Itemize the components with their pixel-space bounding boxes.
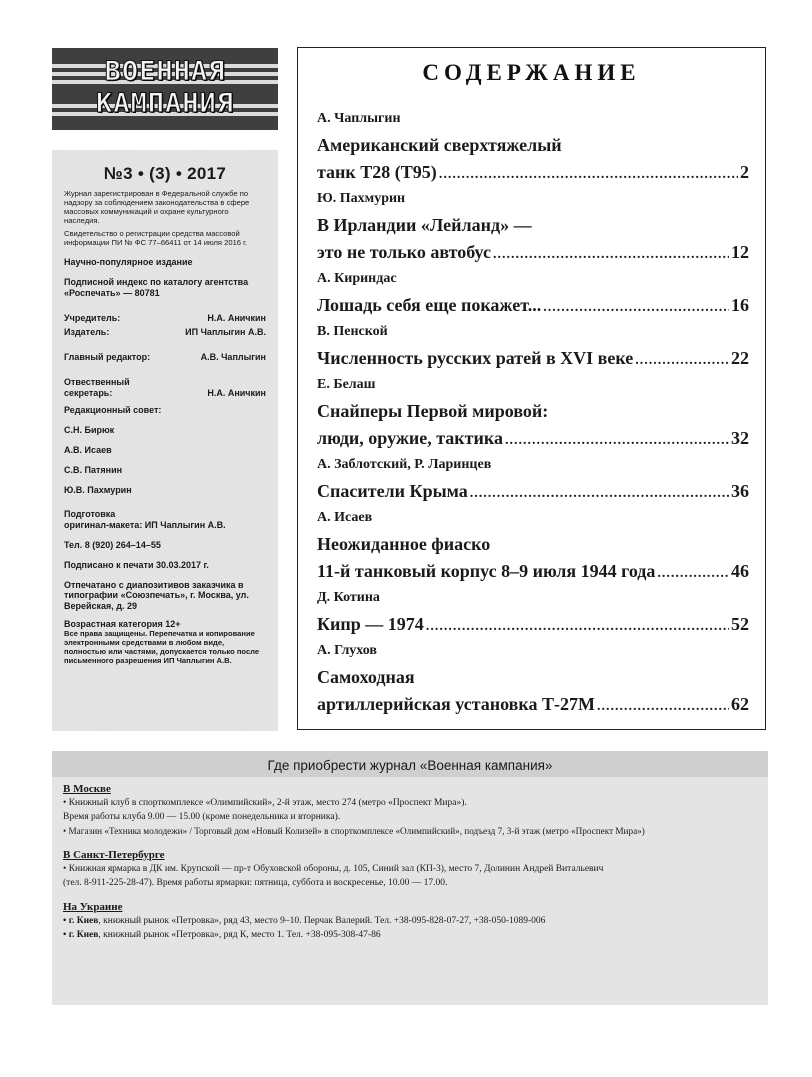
magazine-logo: [52, 48, 278, 130]
toc-title: Спасители Крыма: [317, 481, 468, 501]
publisher-row: [64, 327, 266, 338]
where-to-buy-panel: [52, 751, 768, 1005]
editor-value: А.В. Чаплыгин: [200, 352, 266, 363]
layout-value: оригинал-макета: ИП Чаплыгин А.В.: [64, 520, 226, 531]
phone-text: Тел. 8 (920) 264–14–55: [64, 540, 161, 551]
toc-entry[interactable]: [317, 585, 749, 638]
publisher-label: Издатель:: [64, 327, 110, 338]
toc-title-line: [317, 292, 749, 319]
store-line: • Книжный клуб в спорткомплексе «Олимпийский», 2-й этаж, место 274 (метро «Проспект Мира»).: [63, 798, 467, 808]
toc-entry[interactable]: [317, 638, 749, 718]
store-city: • г. Киев: [63, 916, 99, 926]
toc-author: Д. Котина: [317, 590, 380, 605]
toc-title-line: [317, 239, 749, 266]
layout-label: Подготовка: [64, 509, 116, 520]
board-member: А.В. Исаев: [64, 445, 112, 456]
toc-leader-dots: [543, 294, 729, 321]
store-address: , книжный рынок «Петровка», ряд К, место 1. Тел. +38-095-308-47-86: [98, 930, 381, 940]
board-member: С.В. Патянин: [64, 464, 123, 475]
where-to-buy-title: Где приобрести журнал «Военная кампания»: [52, 751, 768, 777]
toc-page: 12: [731, 242, 749, 262]
store-line: • Магазин «Техника молодежи» / Торговый дом «Новый Колизей» в спорткомплексе «Олимпийский», подъезд 7, 3-й этаж (метро «Проспект Мира»): [63, 826, 645, 836]
toc-title-line: [317, 345, 749, 372]
toc-leader-dots: [597, 693, 729, 720]
store-line: [63, 914, 757, 928]
toc-entry[interactable]: [317, 372, 749, 452]
toc-title: люди, оружие, тактика: [317, 428, 503, 448]
issue-number: №3 • (3) • 2017: [103, 164, 227, 183]
toc-leader-dots: [657, 560, 729, 587]
toc-leader-dots: [505, 427, 729, 454]
registration-text: Журнал зарегистрирован в Федеральной службе по надзору за соблюдением законодательства в сфере массовых коммуникаций и охране культурного наследия.: [64, 189, 250, 226]
board-label: Редакционный совет:: [64, 405, 162, 416]
city-heading-ukraine: На Украине: [63, 901, 123, 913]
toc-author: А. Исаев: [317, 510, 373, 525]
store-city: • г. Киев: [63, 930, 99, 940]
toc-title-line: Неожиданное фиаско: [317, 534, 491, 554]
city-heading-spb: В Санкт-Петербурге: [63, 849, 165, 861]
board-member: С.Н. Бирюк: [64, 425, 115, 436]
toc-title: 11-й танковый корпус 8–9 июля 1944 года: [317, 561, 656, 581]
toc-title: Лошадь себя еще покажет...: [317, 295, 542, 315]
rights-text: Все права защищены. Перепечатка и копирование электронными средствами в любом виде, полностью или частями, допускается только после письменного разрешения ИП Чаплыгин А.В.: [64, 628, 260, 665]
toc-title-line: [317, 611, 749, 638]
toc-entry[interactable]: [317, 186, 749, 266]
toc-leader-dots: [470, 480, 729, 507]
age-text: Возрастная категория 12+: [64, 619, 181, 630]
founder-value: Н.А. Аничкин: [207, 312, 266, 323]
toc-title-line: В Ирландии «Лейланд» —: [317, 215, 532, 235]
toc-page: 2: [740, 162, 749, 182]
secretary-row: [64, 388, 266, 399]
toc-title-line: [317, 691, 749, 718]
certificate-text: Свидетельство о регистрации средства массовой информации ПИ № ФС 77–66411 от 14 июля 2016 г.: [64, 229, 248, 248]
toc-title: Численность русских ратей в XVI веке: [317, 348, 634, 368]
toc-author: В. Пенской: [317, 324, 388, 339]
logo-word-2: КАМПАНИЯ: [95, 88, 235, 119]
founder-label: Учредитель:: [64, 312, 121, 323]
toc-author: А. Глухов: [317, 643, 377, 658]
printed-text: Отпечатано с диапозитивов заказчика в типографии «Союзпечать», г. Москва, ул. Верейская, д. 29: [64, 579, 249, 612]
editor-row: [64, 352, 266, 363]
subscription-text: Подписной индекс по каталогу агентства «Роспечать» — 80781: [64, 276, 249, 298]
store-address: , книжный рынок «Петровка», ряд 43, место 9–10. Перчак Валерий. Тел. +38-095-828-07-27, +38-050-1089-006: [98, 916, 546, 926]
toc-entry[interactable]: [317, 319, 749, 372]
toc-page: 52: [731, 614, 749, 634]
toc-title: танк Т28 (Т95): [317, 162, 437, 182]
toc-page: 16: [731, 295, 749, 315]
publisher-value: ИП Чаплыгин А.В.: [185, 327, 266, 338]
secretary-label-2: секретарь:: [64, 387, 113, 398]
store-line: [63, 928, 757, 942]
toc-leader-dots: [493, 241, 729, 268]
contents-list: [317, 106, 749, 718]
toc-author: А. Чаплыгин: [317, 111, 401, 126]
toc-author: Ю. Пахмурин: [317, 191, 406, 206]
signed-text: Подписано к печати 30.03.2017 г.: [64, 559, 209, 570]
toc-page: 32: [731, 428, 749, 448]
toc-author: А. Заблотский, Р. Ларинцев: [317, 457, 492, 472]
toc-entry[interactable]: [317, 505, 749, 585]
toc-title-line: [317, 425, 749, 452]
toc-title: артиллерийская установка Т-27М: [317, 694, 595, 714]
imprint-panel: [52, 150, 278, 731]
toc-author: Е. Белаш: [317, 377, 376, 392]
founder-row: [64, 313, 266, 324]
toc-entry[interactable]: [317, 106, 749, 186]
logo-word-1: ВОЕННАЯ: [104, 56, 226, 87]
toc-leader-dots: [426, 613, 729, 640]
secretary-value: Н.А. Аничкин: [207, 387, 266, 398]
toc-title-line: [317, 478, 749, 505]
toc-leader-dots: [439, 161, 738, 188]
toc-title-line: [317, 558, 749, 585]
editor-label: Главный редактор:: [64, 352, 151, 363]
store-line: • Книжная ярмарка в ДК им. Крупской — пр-т Обуховской обороны, д. 105, Синий зал (КП-3), место 7, Долинин Андрей Витальевич: [63, 864, 604, 874]
toc-title-line: [317, 159, 749, 186]
city-heading-moscow: В Москве: [63, 783, 111, 795]
toc-title: Кипр — 1974: [317, 614, 424, 634]
toc-title-line: Самоходная: [317, 667, 415, 687]
secretary-label-1: Отвественный: [64, 376, 130, 387]
store-line: (тел. 8-911-225-28-47). Время работы ярмарки: пятница, суббота и воскресенье, 10.00 — 17.00.: [63, 878, 448, 888]
toc-entry[interactable]: [317, 452, 749, 505]
toc-page: 46: [731, 561, 749, 581]
toc-title-line: Американский сверхтяжелый: [317, 135, 562, 155]
store-line: Время работы клуба 9.00 — 15.00 (кроме понедельника и вторника).: [63, 812, 341, 822]
contents-title: СОДЕРЖАНИЕ: [422, 60, 641, 85]
genre-text: Научно-популярное издание: [64, 257, 193, 268]
toc-entry[interactable]: [317, 266, 749, 319]
toc-page: 62: [731, 694, 749, 714]
toc-title: это не только автобус: [317, 242, 491, 262]
toc-page: 36: [731, 481, 749, 501]
toc-page: 22: [731, 348, 749, 368]
contents-frame: [297, 47, 766, 730]
toc-leader-dots: [635, 347, 729, 374]
board-member: Ю.В. Пахмурин: [64, 484, 132, 495]
toc-author: А. Кириндас: [317, 271, 397, 286]
toc-title-line: Снайперы Первой мировой:: [317, 401, 549, 421]
